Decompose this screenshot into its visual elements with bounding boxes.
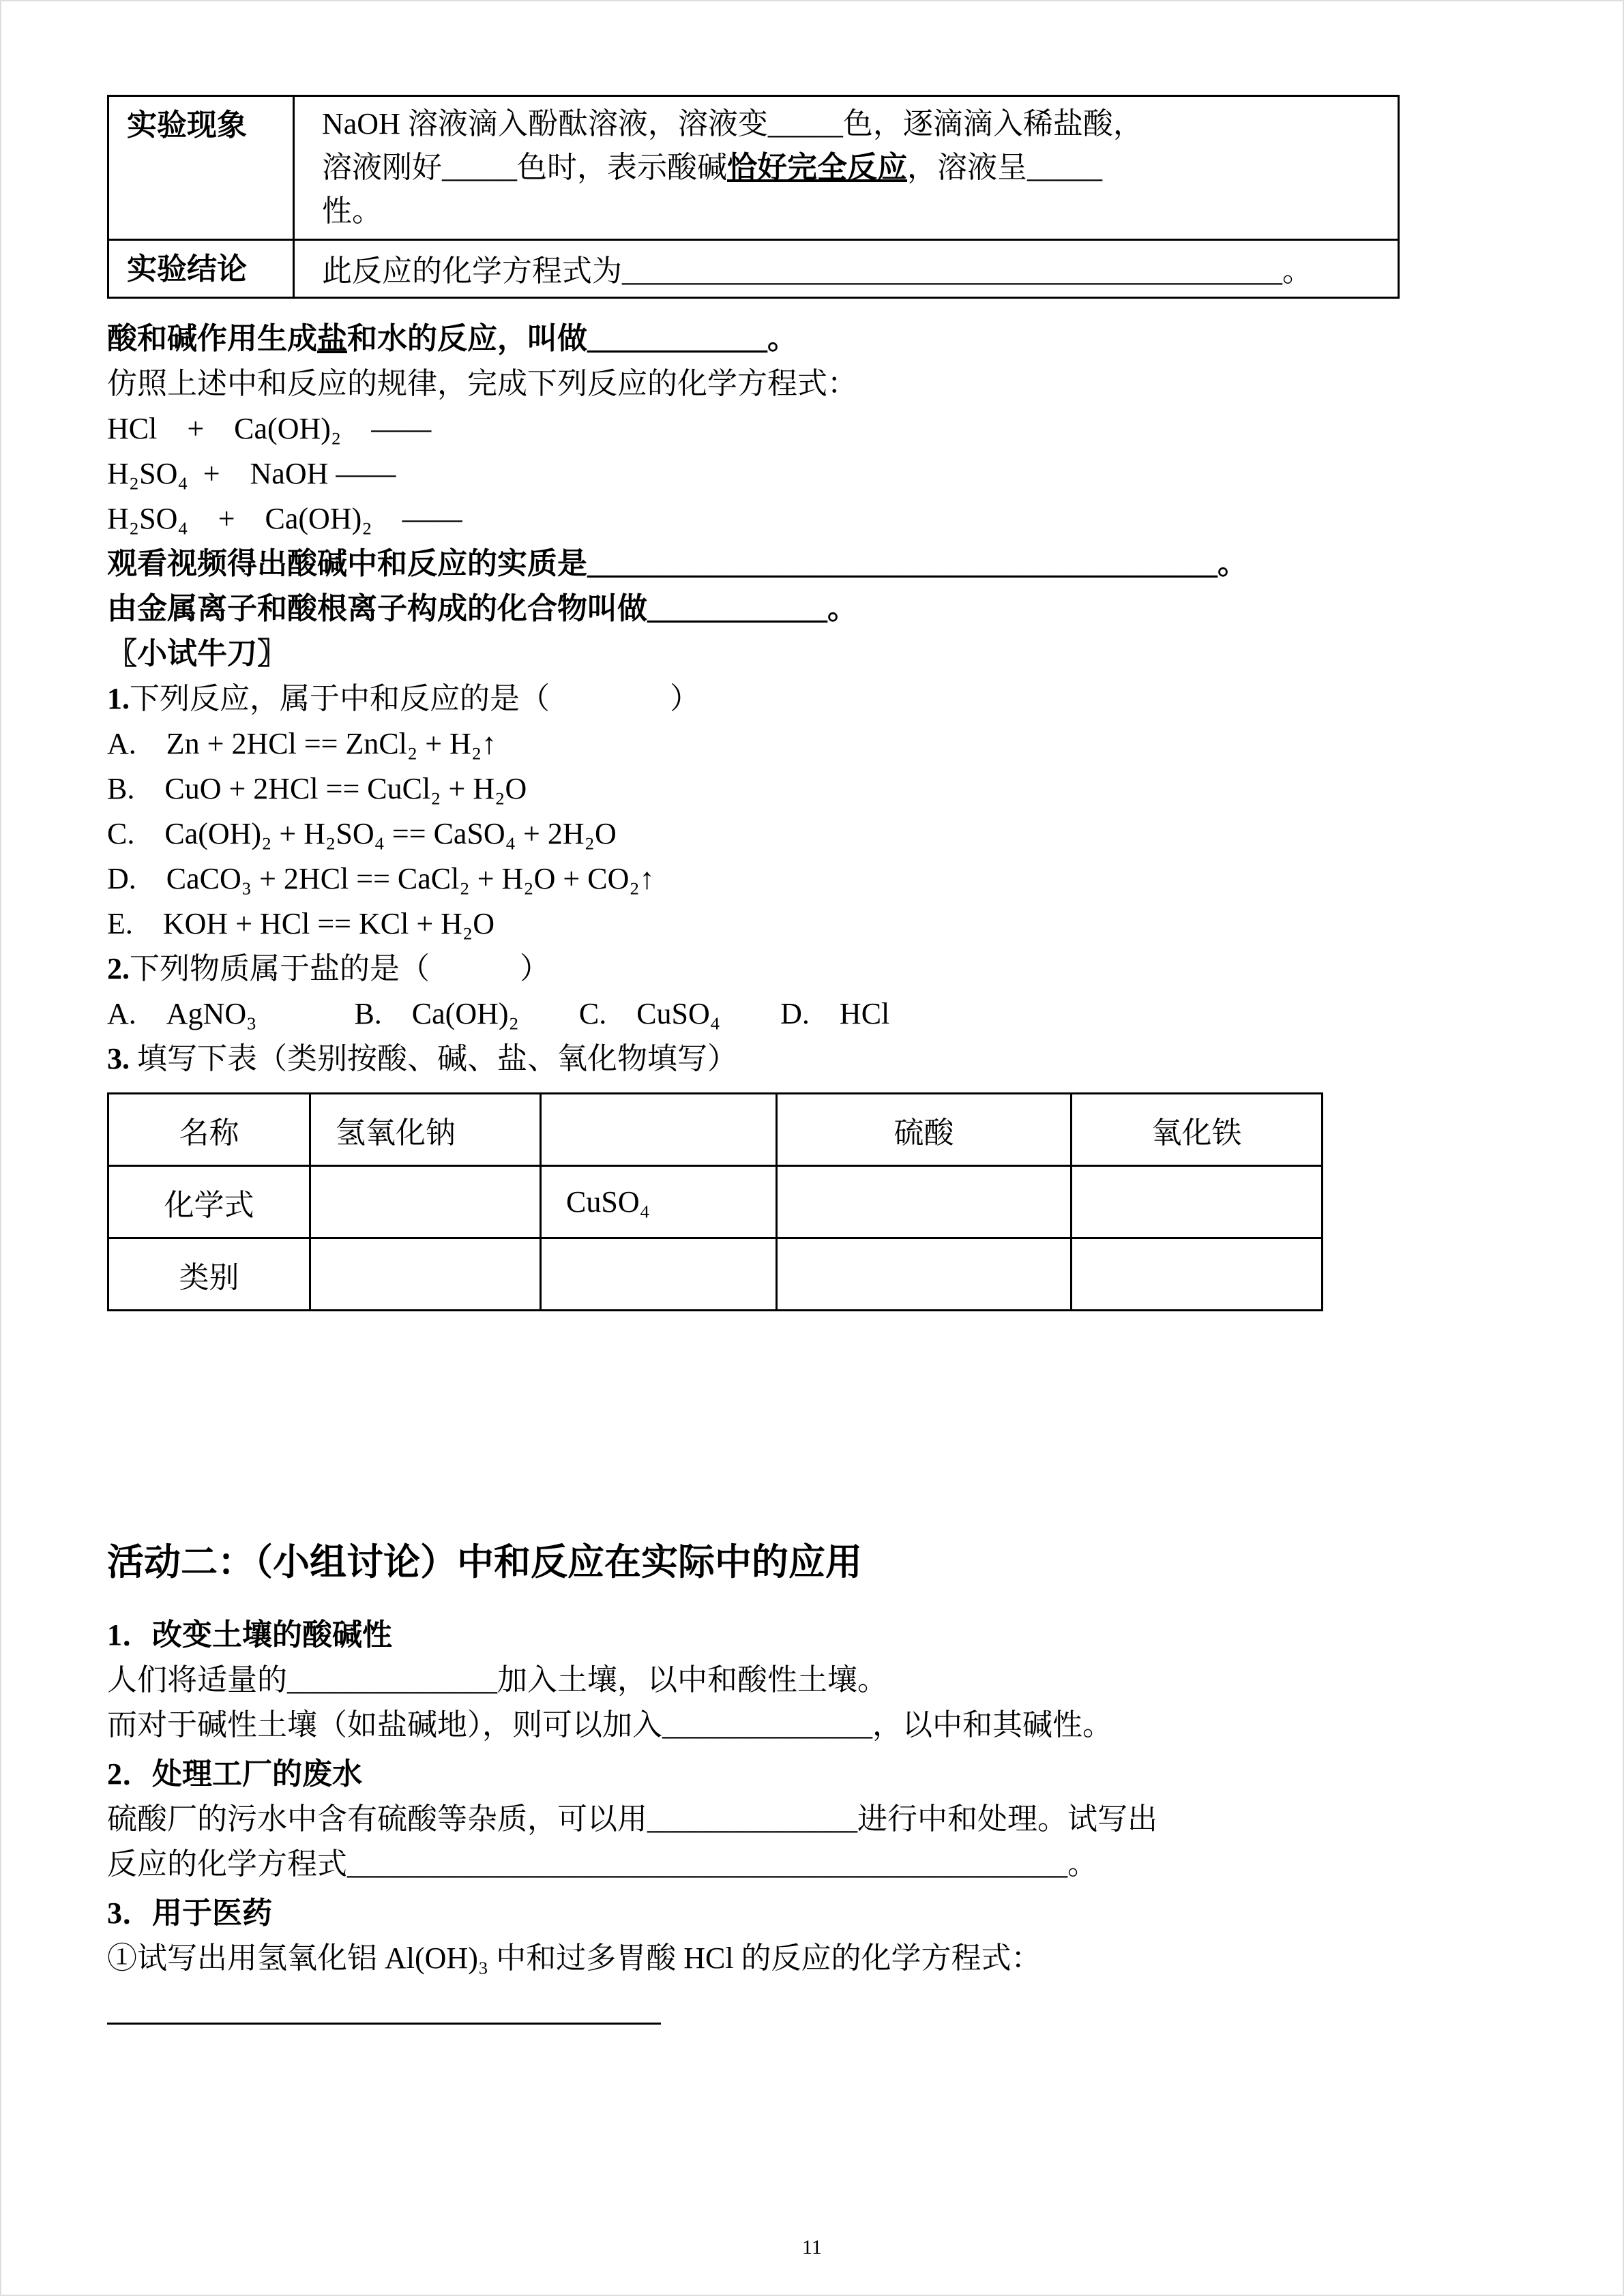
question-3-number: 3. [107, 1042, 130, 1075]
question-1 [107, 676, 1533, 721]
medicine-line-1: ①试写出用氢氧化铝 Al(OH)₃ 中和过多胃酸 HCl 的反应的化学方程式： [107, 1941, 1042, 1975]
wastewater-line-2: 反应的化学方程式________________________________________________。 [107, 1847, 1097, 1881]
question-1-number: 1. [107, 682, 130, 715]
question-3 [107, 1037, 1533, 1082]
table-cell-category-blank-2 [541, 1238, 777, 1311]
question-1-option-d: D. CaCO₃ + 2HCl == CaCl₂ + H₂O + CO₂↑ [107, 862, 655, 895]
table-cell-name-header: 名称 [108, 1094, 310, 1166]
table-cell-iron-oxide-name: 氧化铁 [1072, 1094, 1323, 1166]
table-cell-blank-name [541, 1094, 777, 1166]
phenomenon-content [294, 96, 1399, 240]
table-cell-sulfuric-acid-name: 硫酸 [777, 1094, 1072, 1166]
salt-underlined: 盐 [317, 322, 347, 355]
neutralization-definition-line [107, 316, 1533, 361]
table-cell-category-blank-3 [777, 1238, 1072, 1311]
essence-line: 观看视频得出酸碱中和反应的实质是__________________________________________。 [107, 547, 1247, 580]
question-1-option-b: B. CuO + 2HCl == CuCl₂ + H₂O [107, 772, 527, 805]
question-2-text: 下列物质属于盐的是（ ） [130, 952, 550, 985]
question-1-option-e: E. KOH + HCl == KCl + H₂O [107, 907, 495, 940]
question-3-text: 填写下表（类别按酸、碱、盐、氧化物填写） [130, 1042, 737, 1075]
phenomenon-label: 实验现象 [108, 96, 294, 240]
table-cell-formula-blank-1 [310, 1166, 541, 1238]
experiment-table [107, 95, 1400, 299]
question-1-option-c: C. Ca(OH)₂ + H₂SO₄ == CaSO₄ + 2H₂O [107, 817, 617, 850]
soil-line-2: 而对于碱性土壤（如盐碱地），则可以加入______________，以中和其碱性。 [107, 1708, 1112, 1742]
soil-section-title: 1．改变土壤的酸碱性 [107, 1618, 392, 1652]
classification-table [107, 1092, 1323, 1311]
equation-line-2: H₂SO₄ + NaOH —— [107, 457, 396, 490]
salt-definition-line: 由金属离子和酸根离子构成的化合物叫做____________。 [107, 592, 857, 625]
table-cell-formula-blank-2 [777, 1166, 1072, 1238]
complete-reaction-emphasis: 恰好完全反应 [727, 151, 907, 184]
table-cell-category-header: 类别 [108, 1238, 310, 1311]
instruction-line: 仿照上述中和反应的规律，完成下列反应的化学方程式： [107, 367, 857, 400]
classification-row-name [108, 1094, 1323, 1166]
conclusion-label: 实验结论 [108, 240, 294, 298]
page-content [107, 95, 1533, 2025]
table-cell-formula-header: 化学式 [108, 1166, 310, 1238]
phenomenon-line-1: NaOH 溶液滴入酚酞溶液，溶液变_____色，逐滴滴入稀盐酸， [322, 107, 1143, 140]
practice-title: 〖小试牛刀〗 [107, 637, 287, 670]
definition-post: 和水的反应，叫做____________。 [347, 322, 797, 355]
wastewater-line-1: 硫酸厂的污水中含有硫酸等杂质，可以用______________进行中和处理。试写出 [107, 1802, 1157, 1836]
conclusion-content: 此反应的化学方程式为____________________________________________。 [294, 240, 1399, 298]
soil-line-1: 人们将适量的______________加入土壤，以中和酸性土壤。 [107, 1663, 887, 1697]
classification-row-formula [108, 1166, 1323, 1238]
phenomenon-row [108, 96, 1399, 240]
phenomenon-line-2-pre: 溶液刚好_____色时，表示酸碱 [322, 151, 727, 184]
question-2 [107, 946, 1533, 992]
wastewater-section-title: 2．处理工厂的废水 [107, 1757, 362, 1791]
definition-pre: 酸和碱作用生成 [107, 322, 317, 355]
activity2-heading: 活动二：（小组讨论）中和反应在实际中的应用 [107, 1542, 862, 1583]
question-2-options: A. AgNO₃ B. Ca(OH)₂ C. CuSO₄ D. HCl [107, 997, 890, 1030]
table-cell-naoh-name: 氢氧化钠 [310, 1094, 541, 1166]
question-1-option-a: A. Zn + 2HCl == ZnCl₂ + H₂↑ [107, 727, 497, 760]
answer-blank-line [107, 1986, 661, 2025]
conclusion-row [108, 240, 1399, 298]
table-cell-category-blank-4 [1072, 1238, 1323, 1311]
table-cell-cuso4-formula: CuSO₄ [541, 1166, 777, 1238]
phenomenon-line-2 [322, 146, 1377, 190]
phenomenon-line-2-post: ，溶液呈_____ [907, 151, 1102, 184]
equation-line-3: H₂SO₄ + Ca(OH)₂ —— [107, 502, 462, 535]
question-2-number: 2. [107, 952, 130, 985]
classification-row-category [108, 1238, 1323, 1311]
page-number: 11 [802, 2236, 822, 2258]
table-cell-category-blank-1 [310, 1238, 541, 1311]
equation-line-1: HCl + Ca(OH)₂ —— [107, 412, 432, 445]
question-1-text: 下列反应，属于中和反应的是（ ） [130, 682, 700, 715]
phenomenon-line-3: 性。 [322, 194, 382, 228]
medicine-section-title: 3．用于医药 [107, 1896, 272, 1930]
table-cell-formula-blank-3 [1072, 1166, 1323, 1238]
